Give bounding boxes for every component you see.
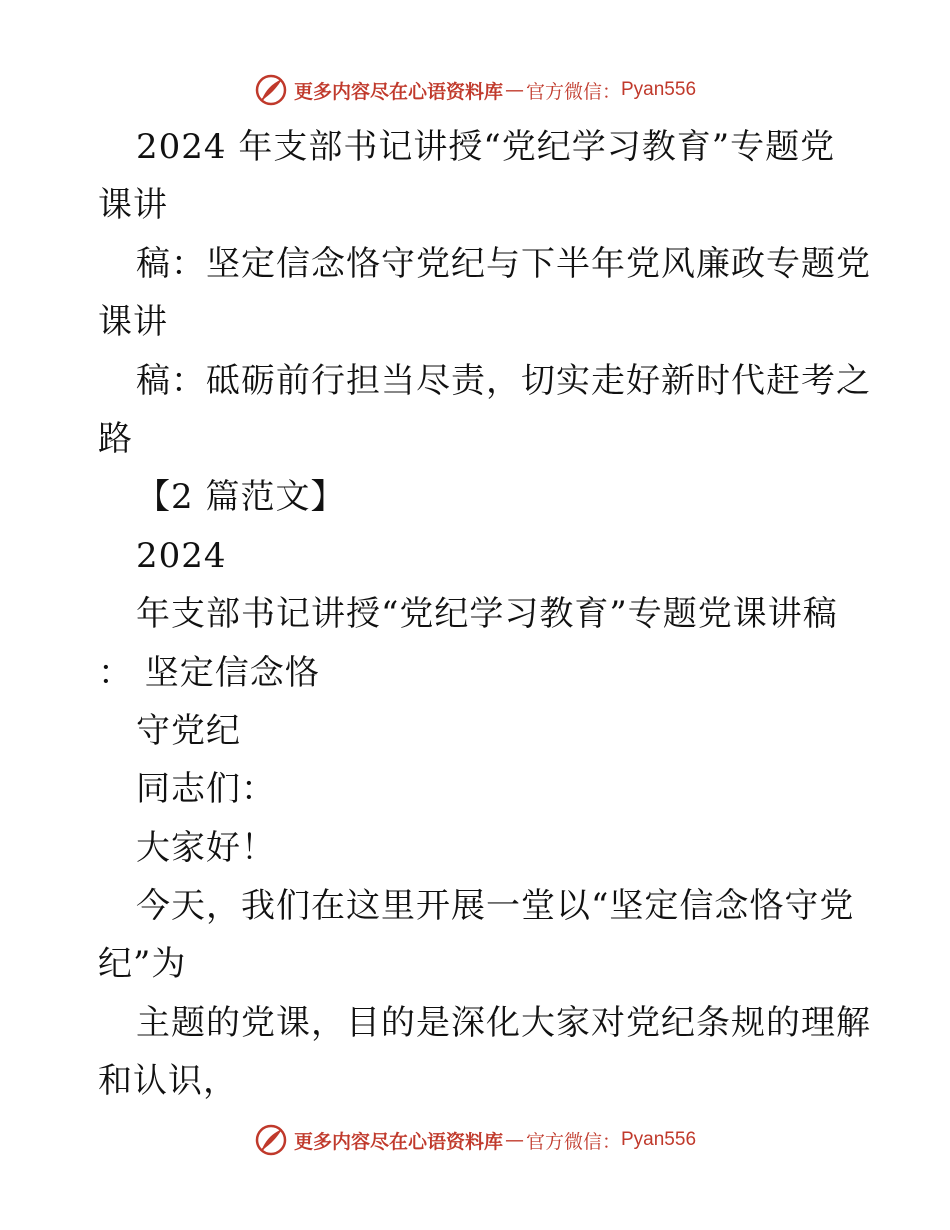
header-banner — [0, 70, 950, 110]
text-line: 年支部书记讲授“党纪学习教育”专题党课讲稿 — [136, 594, 838, 635]
banner-wechat-label: 官方微信： — [525, 1130, 621, 1153]
text-line: 2024 — [136, 535, 227, 576]
quill-logo-icon — [254, 1123, 288, 1157]
text-line: 稿：砥砺前行担当尽责，切实走好新时代赶考之 — [136, 360, 871, 401]
banner-dash: — — [504, 79, 524, 101]
quill-logo-icon — [254, 73, 288, 107]
text-line: 大家好！ — [136, 827, 276, 868]
text-line: 守党纪 — [136, 710, 241, 751]
text-line: 和认识， — [98, 1061, 238, 1102]
banner-wechat-label: 官方微信： — [525, 80, 621, 103]
banner-wechat-id: Pyan556 — [621, 79, 697, 100]
text-line: 【2 篇范文】 — [136, 477, 346, 518]
text-line: ： 坚定信念恪 — [98, 652, 320, 693]
footer-banner — [0, 1120, 950, 1160]
document-body — [98, 118, 871, 1111]
text-line: 课讲 — [98, 302, 168, 343]
text-line: 纪”为 — [98, 944, 187, 985]
text-line: 2024 年支部书记讲授“党纪学习教育”专题党 — [136, 127, 836, 167]
text-line: 今天，我们在这里开展一堂以“坚定信念恪守党 — [136, 886, 855, 927]
text-line: 路 — [98, 418, 133, 459]
banner-brand-text: 更多内容尽在心语资料库 — [293, 80, 503, 103]
banner-dash: — — [504, 1129, 524, 1151]
text-line: 主题的党课，目的是深化大家对党纪条规的理解 — [136, 1002, 871, 1043]
text-line: 同志们： — [136, 769, 276, 810]
text-line: 课讲 — [98, 185, 168, 226]
banner-brand-text: 更多内容尽在心语资料库 — [293, 1130, 503, 1153]
text-line: 稿：坚定信念恪守党纪与下半年党风廉政专题党 — [136, 243, 871, 284]
banner-wechat-id: Pyan556 — [621, 1129, 697, 1150]
